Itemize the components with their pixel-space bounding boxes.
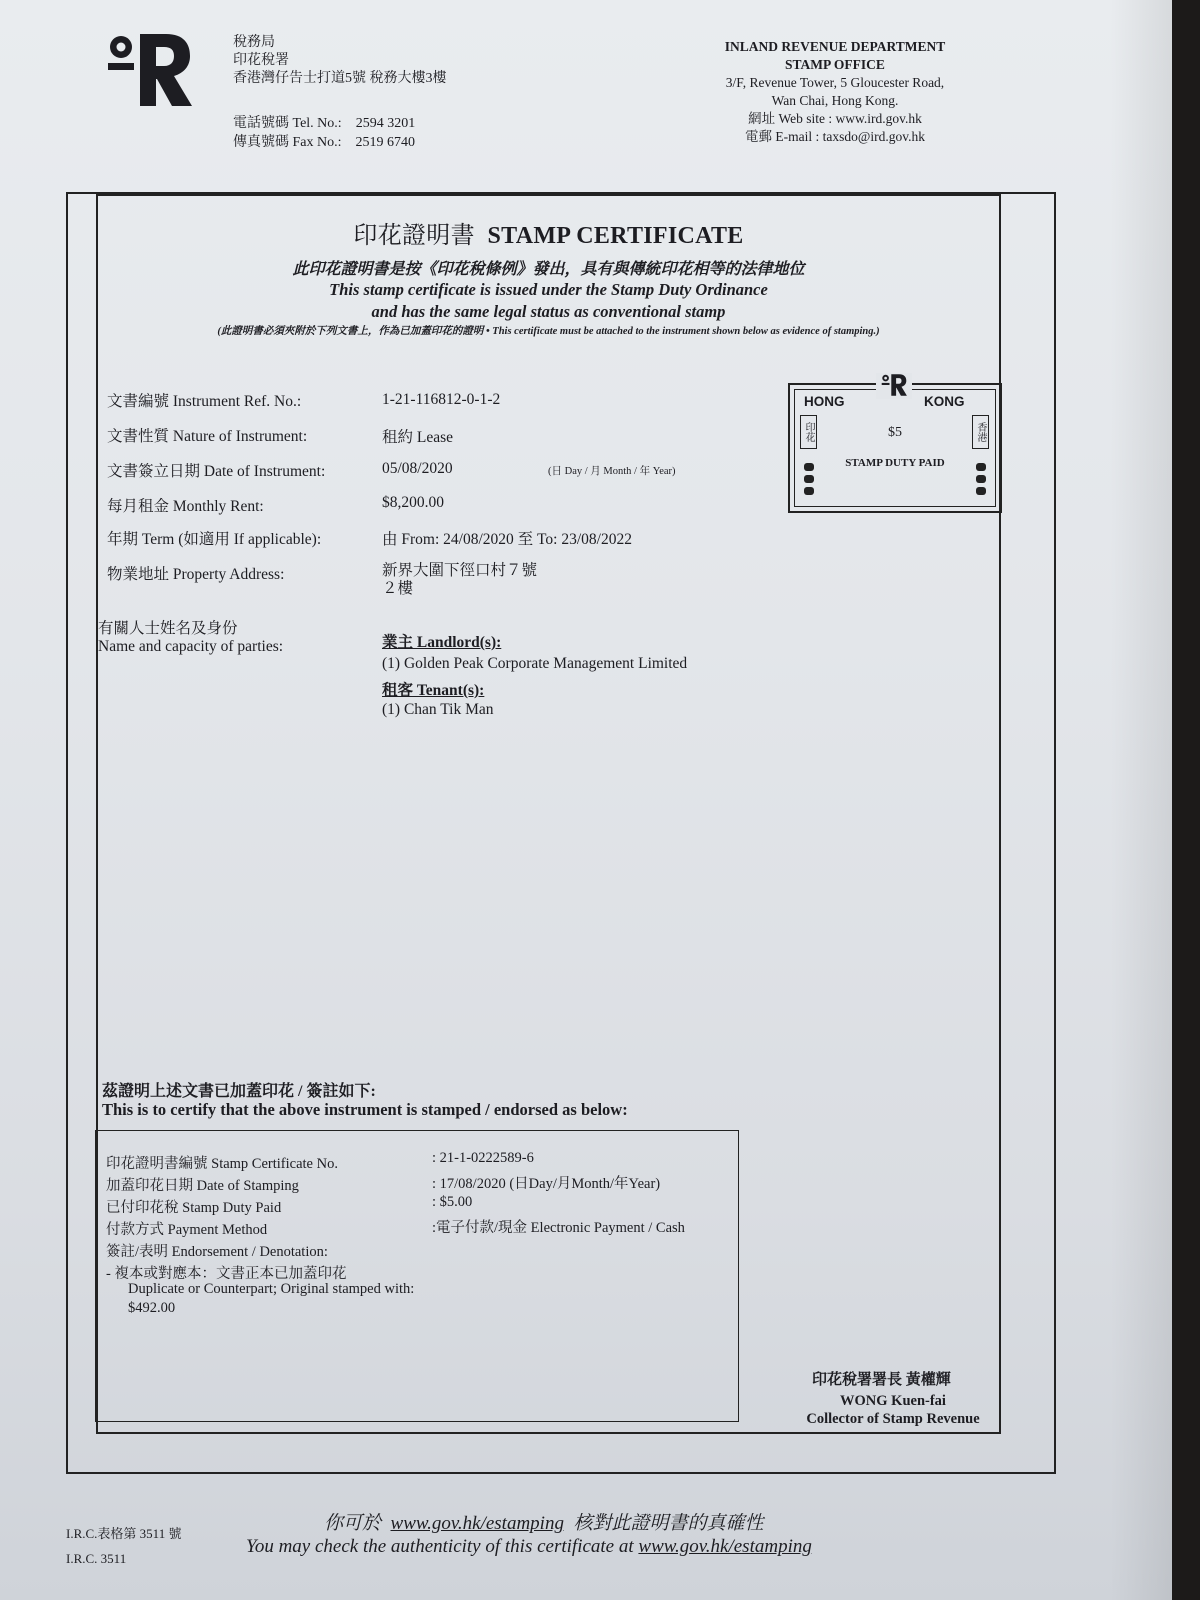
stamp-hong: HONG bbox=[804, 394, 845, 409]
estamping-link-zh[interactable]: www.gov.hk/estamping bbox=[390, 1513, 564, 1534]
certify-zh: 茲證明上述文書已加蓋印花 / 簽註如下: bbox=[102, 1083, 376, 1100]
rent-value: $8,200.00 bbox=[382, 494, 444, 511]
stamping-date-label: 加蓋印花日期 Date of Stamping bbox=[106, 1178, 299, 1194]
nature-value: 租約 Lease bbox=[382, 429, 454, 446]
stamp-side-right: 香港 bbox=[972, 415, 989, 449]
form-number-en: I.R.C. 3511 bbox=[66, 1551, 127, 1566]
date-value: 05/08/2020 bbox=[382, 460, 453, 477]
landlord-value: (1) Golden Peak Corporate Management Limited bbox=[382, 655, 688, 672]
collector-title-zh: 印花稅署署長 黃權輝 bbox=[812, 1372, 951, 1388]
address-value: 新界大圍下徑口村７號 ２樓 bbox=[382, 562, 538, 597]
tenant-value: (1) Chan Tik Man bbox=[382, 701, 494, 718]
tenant-label: 租客 Tenant(s): bbox=[382, 682, 485, 699]
verify-note-zh: 你可於 www.gov.hk/estamping 核對此證明書的真確性 bbox=[324, 1513, 764, 1534]
header-zh-address: 稅務局 印花稅署 香港灣仔告士打道5號 稅務大樓3樓 bbox=[233, 35, 447, 86]
form-number-zh: I.R.C.表格第 3511 號 bbox=[66, 1526, 182, 1541]
duty-paid-label: 已付印花稅 Stamp Duty Paid bbox=[106, 1200, 282, 1216]
certificate-title: 印花證明書 STAMP CERTIFICATE bbox=[353, 223, 744, 249]
subtitle-zh: 此印花證明書是按《印花稅條例》發出，具有與傳統印花相等的法律地位 bbox=[292, 261, 805, 278]
page-edge-shadow bbox=[1110, 0, 1172, 1600]
address-label: 物業地址 Property Address: bbox=[107, 566, 285, 583]
subtitle-en-1: This stamp certificate is issued under the Stamp Duty Ordinance bbox=[329, 280, 768, 299]
estamping-link-en[interactable]: www.gov.hk/estamping bbox=[638, 1536, 812, 1557]
endorsement-en: Duplicate or Counterpart; Original stamped with: bbox=[128, 1281, 415, 1297]
parties-label: 有關人士姓名及身份 Name and capacity of parties: bbox=[98, 620, 284, 655]
header-contacts: 電話號碼 Tel. No.: 2594 3201 傳真號碼 Fax No.: 2519 6740 bbox=[233, 116, 416, 150]
nature-label: 文書性質 Nature of Instrument: bbox=[107, 428, 308, 445]
certify-en: This is to certify that the above instrument is stamped / endorsed as below: bbox=[102, 1100, 628, 1119]
ird-logo-icon bbox=[104, 30, 194, 110]
stamp-duty-paid-stamp bbox=[788, 383, 1002, 513]
cert-no-value: : 21-1-0222589-6 bbox=[432, 1150, 534, 1166]
stamp-side-left: 印花 bbox=[800, 415, 817, 449]
duty-paid-value: : $5.00 bbox=[432, 1194, 473, 1210]
cert-no-label: 印花證明書編號 Stamp Certificate No. bbox=[106, 1156, 338, 1172]
stamp-kong: KONG bbox=[924, 394, 965, 409]
payment-method-label: 付款方式 Payment Method bbox=[106, 1222, 268, 1238]
term-label: 年期 Term (如適用 If applicable): bbox=[107, 531, 322, 548]
payment-method-value: :電子付款/現金 Electronic Payment / Cash bbox=[432, 1220, 685, 1236]
verify-note-en: You may check the authenticity of this certificate at www.gov.hk/estamping bbox=[246, 1536, 812, 1557]
endorsement-label: 簽註/表明 Endorsement / Denotation: bbox=[106, 1244, 328, 1260]
website-link[interactable]: www.ird.gov.hk bbox=[835, 111, 922, 126]
landlord-label: 業主 Landlord(s): bbox=[382, 634, 502, 651]
stamp-duty-paid-text: STAMP DUTY PAID bbox=[845, 457, 945, 469]
date-format-hint: (日 Day / 月 Month / 年 Year) bbox=[548, 466, 676, 477]
ref-value: 1-21-116812-0-1-2 bbox=[382, 391, 501, 408]
endorsement-amount: $492.00 bbox=[128, 1300, 176, 1316]
stamping-date-value: : 17/08/2020 (日Day/月Month/年Year) bbox=[432, 1176, 661, 1192]
collector-signature: WONG Kuen-fai Collector of Stamp Revenue bbox=[806, 1393, 980, 1427]
date-label: 文書簽立日期 Date of Instrument: bbox=[107, 463, 326, 480]
stamp-logo-icon bbox=[878, 373, 910, 397]
subtitle-en-2: and has the same legal status as conventional stamp bbox=[371, 302, 726, 321]
stamp-amount: $5 bbox=[888, 425, 902, 440]
ref-label: 文書編號 Instrument Ref. No.: bbox=[107, 393, 302, 410]
email-link[interactable]: taxsdo@ird.gov.hk bbox=[822, 129, 925, 144]
header-en-address: INLAND REVENUE DEPARTMENT STAMP OFFICE 3/F, Revenue Tower, 5 Gloucester Road, Wan Chai, Hong Kong. 網址 Web site : www.ird.gov.hk 電郵 E-mail : taxsdo@ird.gov.hk bbox=[724, 39, 946, 144]
term-value: 由 From: 24/08/2020 至 To: 23/08/2022 bbox=[382, 531, 632, 548]
rent-label: 每月租金 Monthly Rent: bbox=[107, 498, 264, 515]
endorsement-zh: - 複本或對應本：文書正本已加蓋印花 bbox=[106, 1266, 347, 1282]
attachment-note: (此證明書必須夾附於下列文書上，作為已加蓋印花的證明 • This certificate must be attached to the instrument shown below as evidence of stamping.) bbox=[217, 326, 880, 337]
